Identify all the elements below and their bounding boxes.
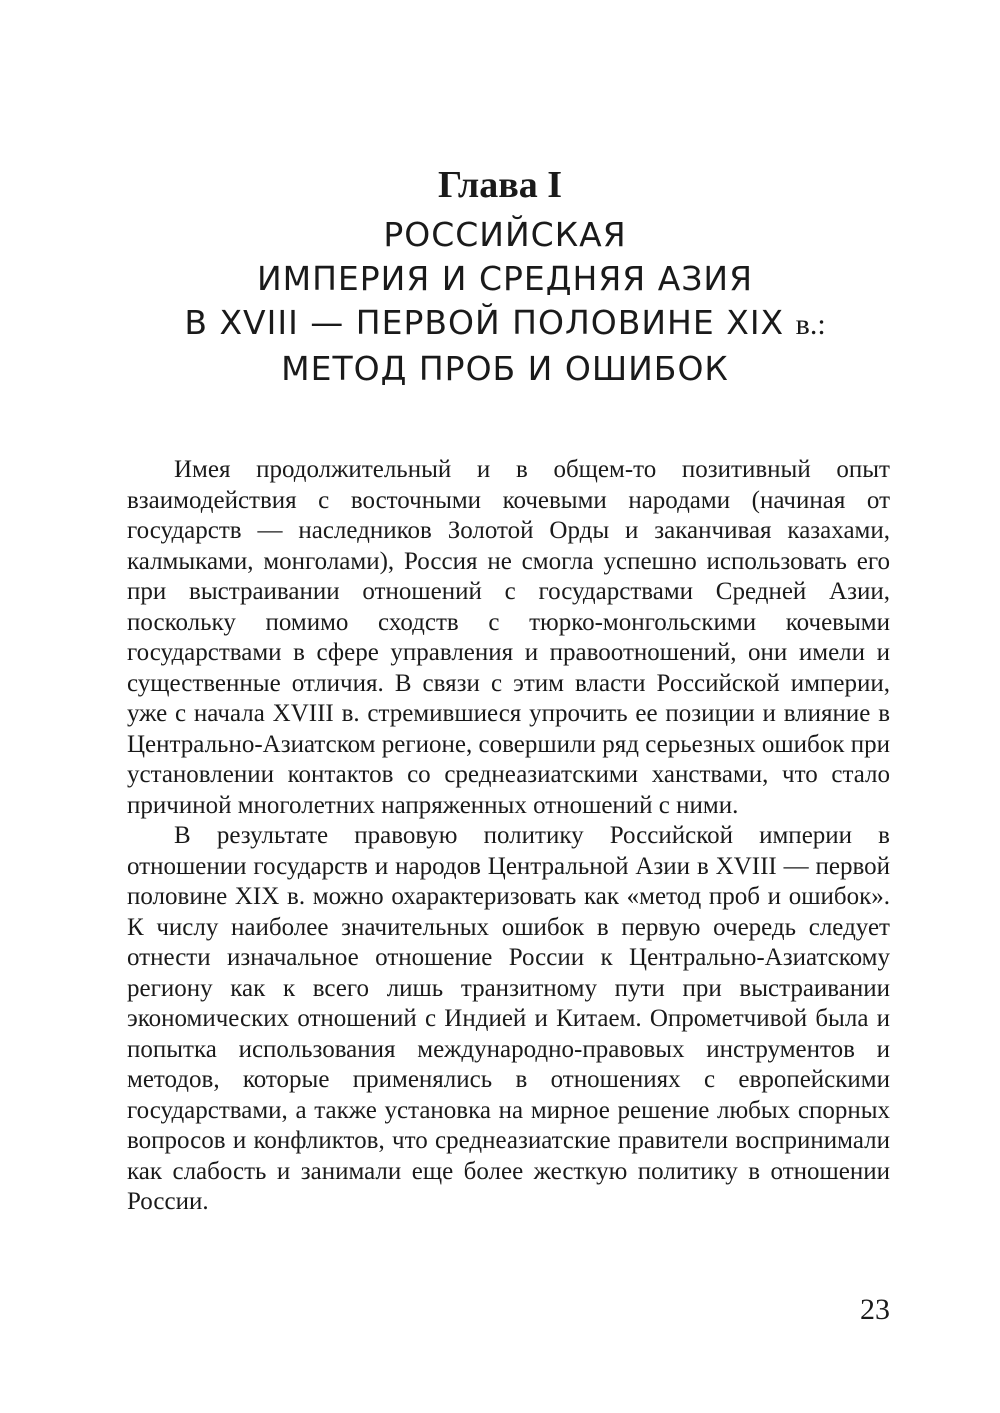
- paragraph: Имея продолжительный и в общем-то позитивный опыт взаимодействия с восточными кочевыми народами (начиная от государств — наследников Золотой Орды и заканчивая казахами, калмыками, монголами), Россия не смогла успешно использовать его при выстраивании отношений с государствами Средней Азии, поскольку помимо сходств с тюрко-монгольскими кочевыми государствами в сфере управления и правоотношений, они имели и существенные отличия. В связи с этим власти Российской империи, уже с начала XVIII в. стремившиеся упрочить ее позиции и влияние в Центрально-Азиатском регионе, совершили ряд серьезных ошибок при установлении контактов со среднеазиатскими ханствами, что стало причиной многолетних напряженных отношений с ними.: [127, 456, 890, 819]
- chapter-title-line-4: МЕТОД ПРОБ И ОШИБОК: [281, 349, 729, 388]
- paragraph: В результате правовую политику Российской империи в отношении государств и народов Центральной Азии в XVIII — первой половине XIX в. можно охарактеризовать как «метод проб и ошибок». К числу наиболее значительных ошибок в первую очередь следует отнести изначальное отношение России к Центрально-Азиатскому региону как к всего лишь транзитному пути при выстраивании экономических отношений с Индией и Китаем. Опрометчивой была и попытка использования международно-правовых инструментов и методов, которые применялись в отношениях с европейскими государствами, а также установка на мирное решение любых спорных вопросов и конфликтов, что среднеазиатские правители воспринимали как слабость и занимали еще более жесткую политику в отношении России.: [127, 822, 890, 1215]
- chapter-title-line-2: ИМПЕРИЯ И СРЕДНЯЯ АЗИЯ: [256, 259, 754, 298]
- chapter-title: [120, 213, 890, 391]
- chapter-title-line-3-main: В XVIII — ПЕРВОЙ ПОЛОВИНЕ XIX: [184, 303, 785, 342]
- chapter-title-line-3-suffix: в.:: [795, 308, 826, 341]
- chapter-title-line-1: РОССИЙСКАЯ: [383, 215, 627, 254]
- body-text: [127, 455, 890, 1218]
- page-number: 23: [860, 1293, 890, 1326]
- chapter-title-line-3: [120, 301, 890, 347]
- chapter-label: Глава I: [437, 164, 563, 206]
